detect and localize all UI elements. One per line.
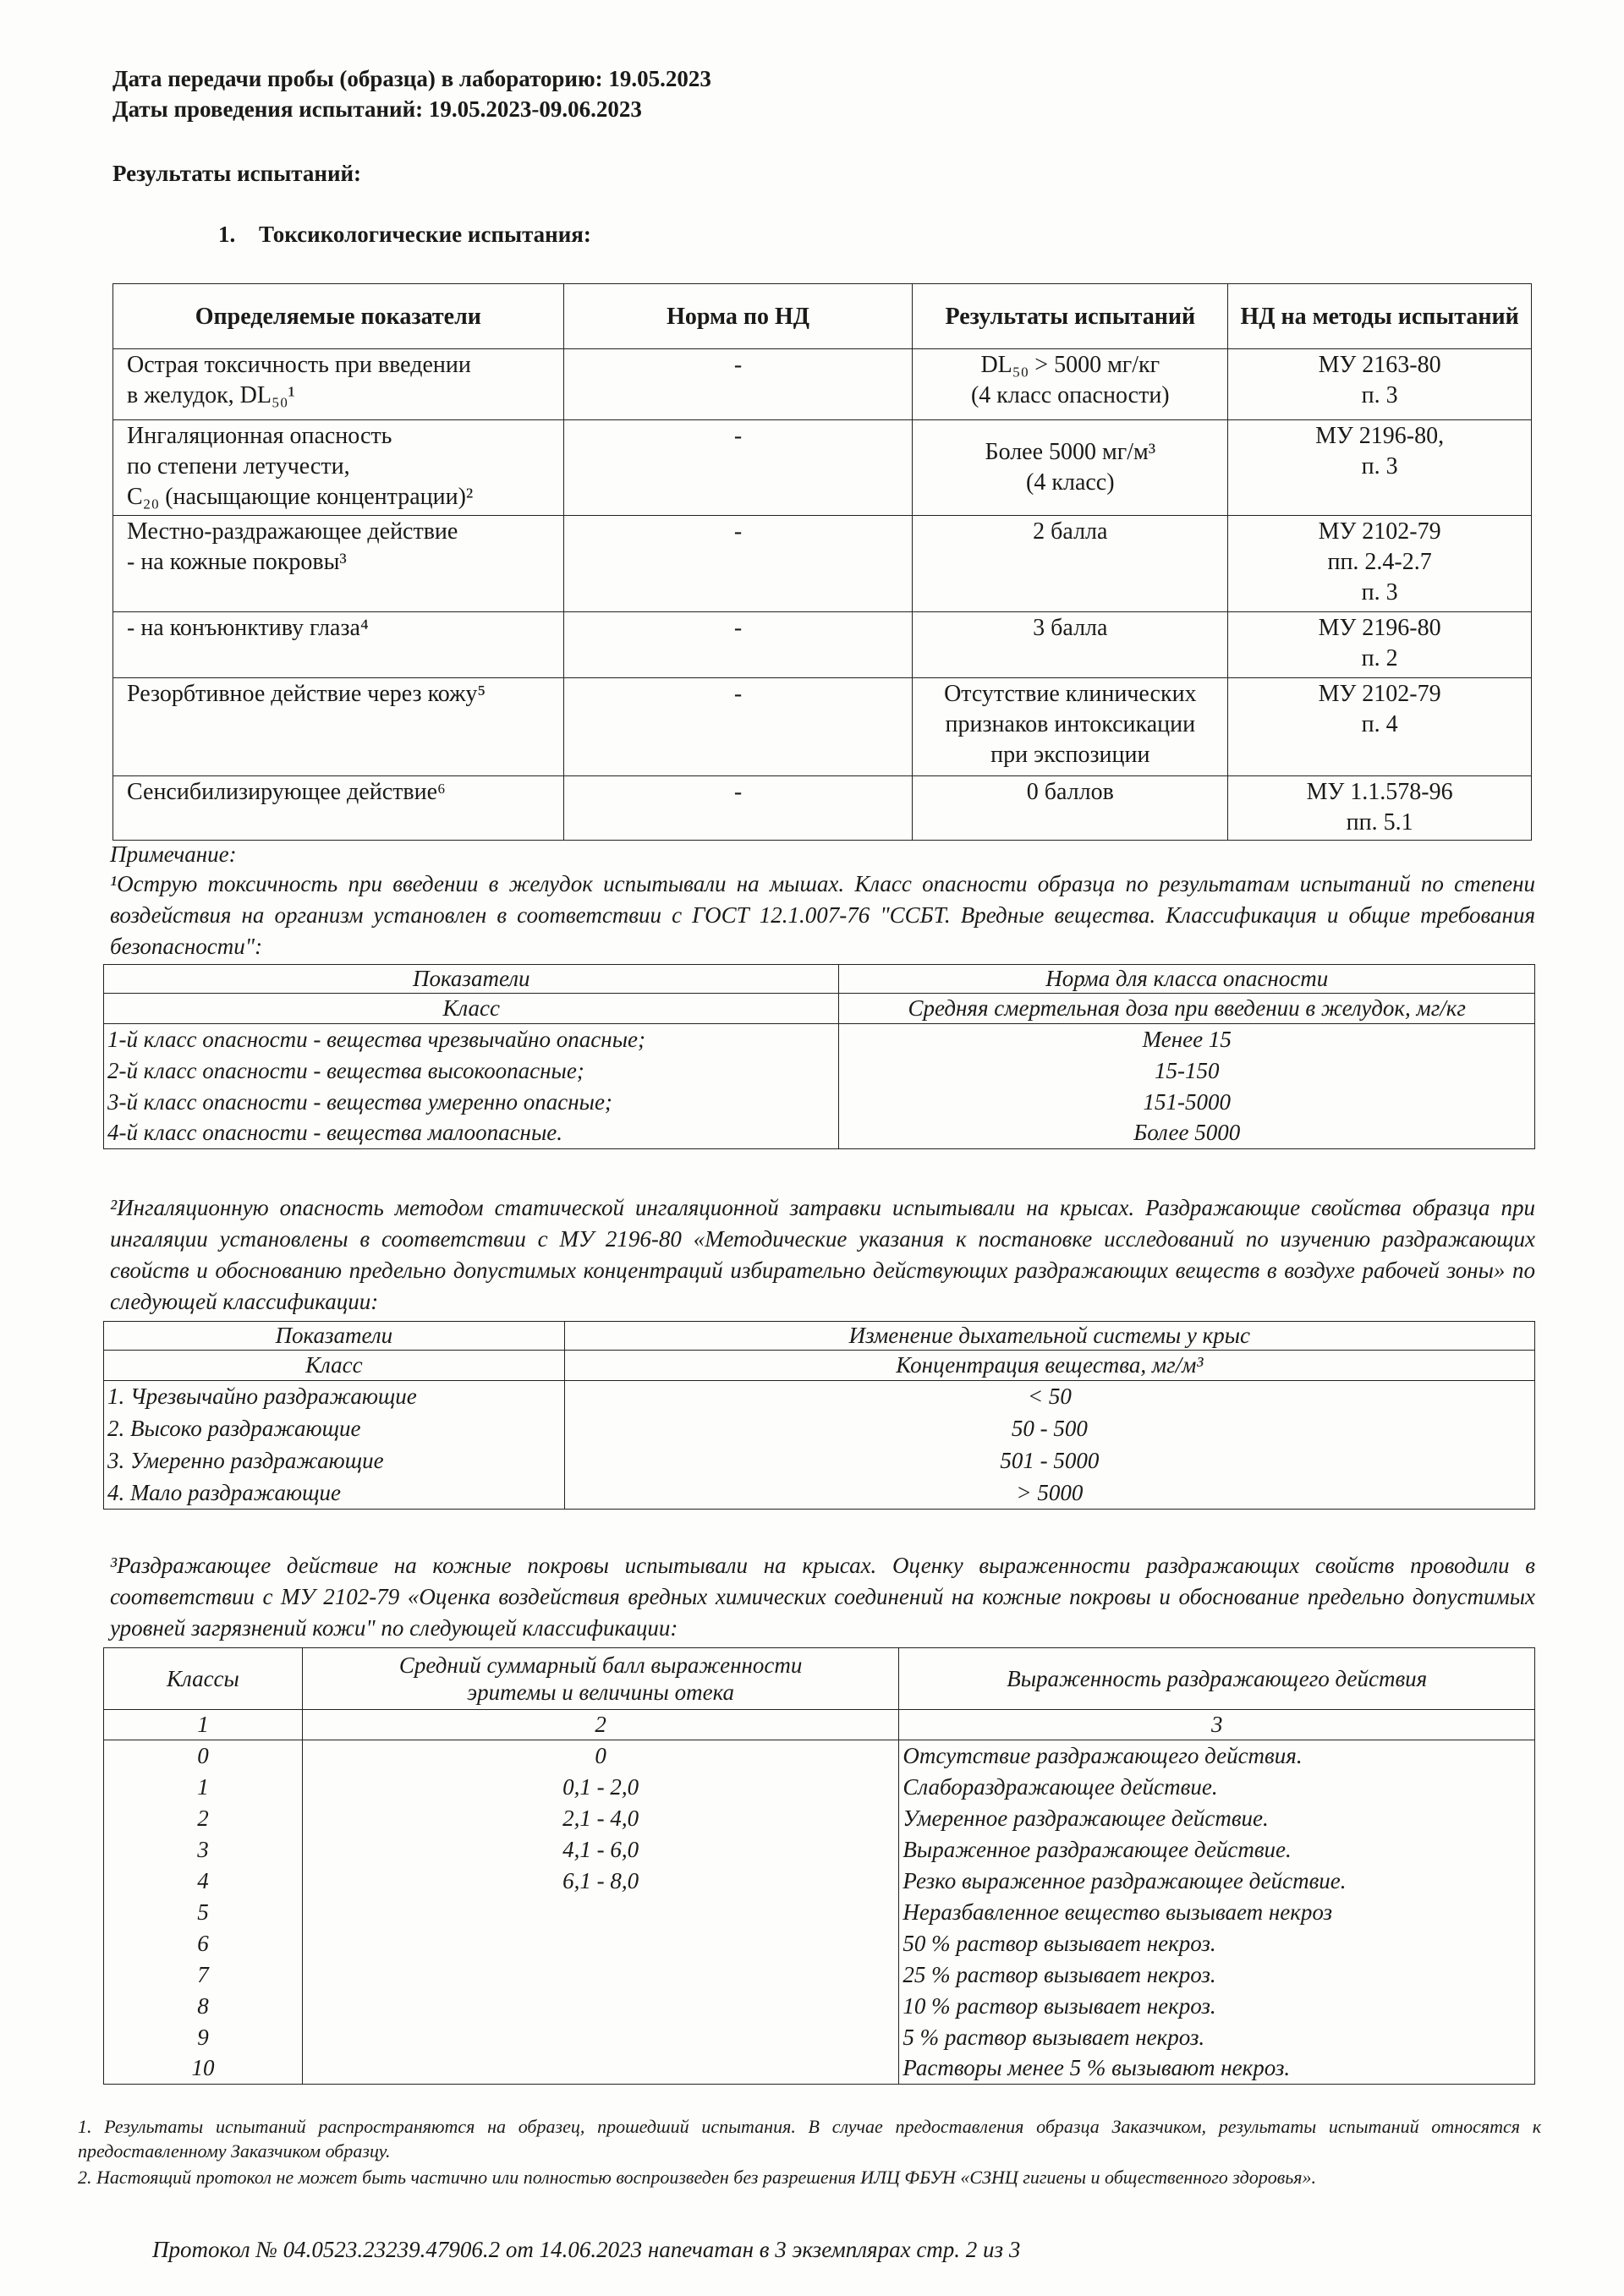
note-heading: Примечание:	[110, 841, 237, 867]
protocol-line: Протокол № 04.0523.23239.47906.2 от 14.06.2023 напечатан в 3 экземплярах стр. 2 из 3	[152, 2237, 1021, 2262]
table-row	[104, 1413, 1535, 1445]
norm-cell: -	[563, 516, 913, 612]
table-row	[104, 1445, 1535, 1477]
result-cell: Отсутствие клинических признаков интоксикации при экспозиции	[913, 678, 1228, 776]
result-cell: 3 балла	[913, 612, 1228, 678]
class-cell: 1	[104, 1772, 303, 1803]
table-row	[113, 776, 1532, 841]
score-cell: 6,1 - 8,0	[302, 1866, 899, 1897]
note-3-text: ³Раздражающее действие на кожные покровы испытывали на крысах. Оценку выраженности раздражающих свойств проводили в соответствии с МУ 2102-79 «Оценка воздействия вредных химических соединений на кожные покровы и обоснование предельно допустимых уровней загрязнений кожи" по следующей классификации:	[110, 1553, 1535, 1641]
class-cell: 1-й класс опасности - вещества чрезвычайно опасные;	[104, 1024, 839, 1055]
column-number: 3	[899, 1710, 1535, 1740]
table-row	[113, 612, 1532, 678]
header-methods: НД на методы испытаний	[1228, 284, 1532, 349]
footer-note-2: 2. Настоящий протокол не может быть частично или полностью воспроизведен без разрешения ИЛЦ ФБУН «СЗНЦ гигиены и общественного здоровья».	[78, 2167, 1316, 2188]
header-cell: Класс	[104, 1351, 565, 1381]
note-1-text: ¹Острую токсичность при введении в желудок испытывали на мышах. Класс опасности образца по результатам испытаний по степени воздействия на организм установлен в соответствии с ГОСТ 12.1.007-76 "ССБТ. Вредные вещества. Классификация и общие требования безопасности":	[110, 871, 1535, 959]
method-cell: МУ 2163-80 п. 3	[1228, 349, 1532, 420]
effect-cell: 5 % раствор вызывает некроз.	[899, 2022, 1535, 2053]
method-cell: МУ 2102-79 п. 4	[1228, 678, 1532, 776]
table-header-row	[104, 994, 1535, 1024]
table-row	[104, 1772, 1535, 1803]
effect-cell: Выраженное раздражающее действие.	[899, 1834, 1535, 1866]
table-row	[104, 1477, 1535, 1510]
norm-cell: -	[563, 776, 913, 841]
table-header-row	[104, 1322, 1535, 1351]
value-cell: < 50	[564, 1381, 1534, 1413]
header-cell: Средний суммарный балл выраженности эритемы и величины отека	[302, 1648, 899, 1710]
transfer-date: Дата передачи пробы (образца) в лабораторию: 19.05.2023	[112, 66, 711, 91]
norm-cell: -	[563, 420, 913, 516]
class-cell: 3. Умеренно раздражающие	[104, 1445, 565, 1477]
class-cell: 2-й класс опасности - вещества высокоопасные;	[104, 1055, 839, 1087]
header-cell: Концентрация вещества, мг/м³	[564, 1351, 1534, 1381]
score-cell: 0,1 - 2,0	[302, 1772, 899, 1803]
header-cell: Выраженность раздражающего действия	[899, 1648, 1535, 1710]
column-number: 1	[104, 1710, 303, 1740]
effect-cell: 25 % раствор вызывает некроз.	[899, 1959, 1535, 1991]
table-row	[113, 516, 1532, 612]
table-row	[113, 420, 1532, 516]
table-header-row	[104, 1710, 1535, 1740]
result-cell: Более 5000 мг/м³ (4 класс)	[913, 420, 1228, 516]
norm-cell: -	[563, 678, 913, 776]
class-cell: 9	[104, 2022, 303, 2053]
table-header-row	[104, 1351, 1535, 1381]
header-cell: Класс	[104, 994, 839, 1024]
class-cell: 0	[104, 1740, 303, 1772]
value-cell: > 5000	[564, 1477, 1534, 1510]
indicator-cell: Сенсибилизирующее действие⁶	[113, 776, 564, 841]
score-cell	[302, 1928, 899, 1959]
table-row	[104, 1087, 1535, 1118]
score-cell: 2,1 - 4,0	[302, 1803, 899, 1834]
table-row	[104, 2022, 1535, 2053]
class-cell: 2	[104, 1803, 303, 1834]
table-row	[104, 2053, 1535, 2085]
skin-irritation-table	[103, 1647, 1535, 2085]
method-cell: МУ 2102-79 пп. 2.4-2.7 п. 3	[1228, 516, 1532, 612]
header-cell: Изменение дыхательной системы у крыс	[564, 1322, 1534, 1351]
indicator-cell: Резорбтивное действие через кожу⁵	[113, 678, 564, 776]
table-row	[104, 1024, 1535, 1055]
table-row	[113, 678, 1532, 776]
class-cell: 6	[104, 1928, 303, 1959]
table-row	[104, 1055, 1535, 1087]
header-norm: Норма по НД	[563, 284, 913, 349]
score-cell	[302, 1991, 899, 2022]
class-cell: 7	[104, 1959, 303, 1991]
score-cell	[302, 2053, 899, 2085]
value-cell: Менее 15	[839, 1024, 1535, 1055]
table-header-row	[104, 1648, 1535, 1710]
header-results: Результаты испытаний	[913, 284, 1228, 349]
effect-cell: Умеренное раздражающее действие.	[899, 1803, 1535, 1834]
score-cell: 4,1 - 6,0	[302, 1834, 899, 1866]
table-row	[104, 1803, 1535, 1834]
indicator-cell: Ингаляционная опасность по степени летучести, C₂₀ (насыщающие концентрации)²	[113, 420, 564, 516]
score-cell	[302, 2022, 899, 2053]
value-cell: 15-150	[839, 1055, 1535, 1087]
header-cell: Классы	[104, 1648, 303, 1710]
header-cell: Норма для класса опасности	[839, 965, 1535, 994]
score-cell	[302, 1959, 899, 1991]
method-cell: МУ 1.1.578-96 пп. 5.1	[1228, 776, 1532, 841]
score-cell: 0	[302, 1740, 899, 1772]
toxicology-table	[112, 283, 1532, 841]
class-cell: 3	[104, 1834, 303, 1866]
value-cell: Более 5000	[839, 1118, 1535, 1149]
effect-cell: 10 % раствор вызывает некроз.	[899, 1991, 1535, 2022]
indicator-cell: Острая токсичность при введении в желудок, DL₅₀¹	[113, 349, 564, 420]
table-row	[104, 1959, 1535, 1991]
table-row	[104, 1928, 1535, 1959]
class-cell: 4. Мало раздражающие	[104, 1477, 565, 1510]
footer-note-1: 1. Результаты испытаний распространяются на образец, прошедший испытания. В случае предоставления образца Заказчиком, результаты испытаний относятся к предоставленному Заказчиком образцу.	[78, 2116, 1541, 2162]
class-cell: 4	[104, 1866, 303, 1897]
value-cell: 501 - 5000	[564, 1445, 1534, 1477]
header-indicators: Определяемые показатели	[113, 284, 564, 349]
table-row	[104, 1740, 1535, 1772]
table-header-row	[113, 284, 1532, 349]
effect-cell: 50 % раствор вызывает некроз.	[899, 1928, 1535, 1959]
table-header-row	[104, 965, 1535, 994]
effect-cell: Слабораздражающее действие.	[899, 1772, 1535, 1803]
norm-cell: -	[563, 612, 913, 678]
section-1-title: Токсикологические испытания:	[259, 222, 591, 247]
test-dates: Даты проведения испытаний: 19.05.2023-09.06.2023	[112, 96, 642, 122]
indicator-cell: - на конъюнктиву глаза⁴	[113, 612, 564, 678]
section-1-number: 1.	[218, 222, 236, 247]
column-number: 2	[302, 1710, 899, 1740]
table-row	[104, 1834, 1535, 1866]
table-row	[104, 1866, 1535, 1897]
table-row	[104, 1118, 1535, 1149]
score-cell	[302, 1897, 899, 1928]
norm-cell: -	[563, 349, 913, 420]
header-cell: Показатели	[104, 965, 839, 994]
value-cell: 50 - 500	[564, 1413, 1534, 1445]
indicator-cell: Местно-раздражающее действие - на кожные покровы³	[113, 516, 564, 612]
effect-cell: Резко выраженное раздражающее действие.	[899, 1866, 1535, 1897]
value-cell: 151-5000	[839, 1087, 1535, 1118]
hazard-class-table	[103, 964, 1535, 1149]
class-cell: 4-й класс опасности - вещества малоопасные.	[104, 1118, 839, 1149]
table-row	[113, 349, 1532, 420]
inhalation-class-table	[103, 1321, 1535, 1510]
results-title: Результаты испытаний:	[112, 161, 362, 186]
effect-cell: Растворы менее 5 % вызывают некроз.	[899, 2053, 1535, 2085]
result-cell: DL₅₀ > 5000 мг/кг (4 класс опасности)	[913, 349, 1228, 420]
class-cell: 8	[104, 1991, 303, 2022]
method-cell: МУ 2196-80, п. 3	[1228, 420, 1532, 516]
class-cell: 5	[104, 1897, 303, 1928]
result-cell: 2 балла	[913, 516, 1228, 612]
effect-cell: Неразбавленное вещество вызывает некроз	[899, 1897, 1535, 1928]
table-row	[104, 1897, 1535, 1928]
class-cell: 10	[104, 2053, 303, 2085]
class-cell: 3-й класс опасности - вещества умеренно опасные;	[104, 1087, 839, 1118]
table-row	[104, 1991, 1535, 2022]
class-cell: 1. Чрезвычайно раздражающие	[104, 1381, 565, 1413]
header-cell: Средняя смертельная доза при введении в желудок, мг/кг	[839, 994, 1535, 1024]
note-2-text: ²Ингаляционную опасность методом статической ингаляционной затравки испытывали на крысах. Раздражающие свойства образца при ингаляции установлены в соответствии с МУ 2196-80 «Методические указания к постановке исследований по изучению раздражающих свойств и обоснованию предельно допустимых концентраций избирательно действующих раздражающих веществ в воздухе рабочей зоны» по следующей классификации:	[110, 1195, 1535, 1314]
effect-cell: Отсутствие раздражающего действия.	[899, 1740, 1535, 1772]
class-cell: 2. Высоко раздражающие	[104, 1413, 565, 1445]
header-cell: Показатели	[104, 1322, 565, 1351]
method-cell: МУ 2196-80 п. 2	[1228, 612, 1532, 678]
result-cell: 0 баллов	[913, 776, 1228, 841]
table-row	[104, 1381, 1535, 1413]
